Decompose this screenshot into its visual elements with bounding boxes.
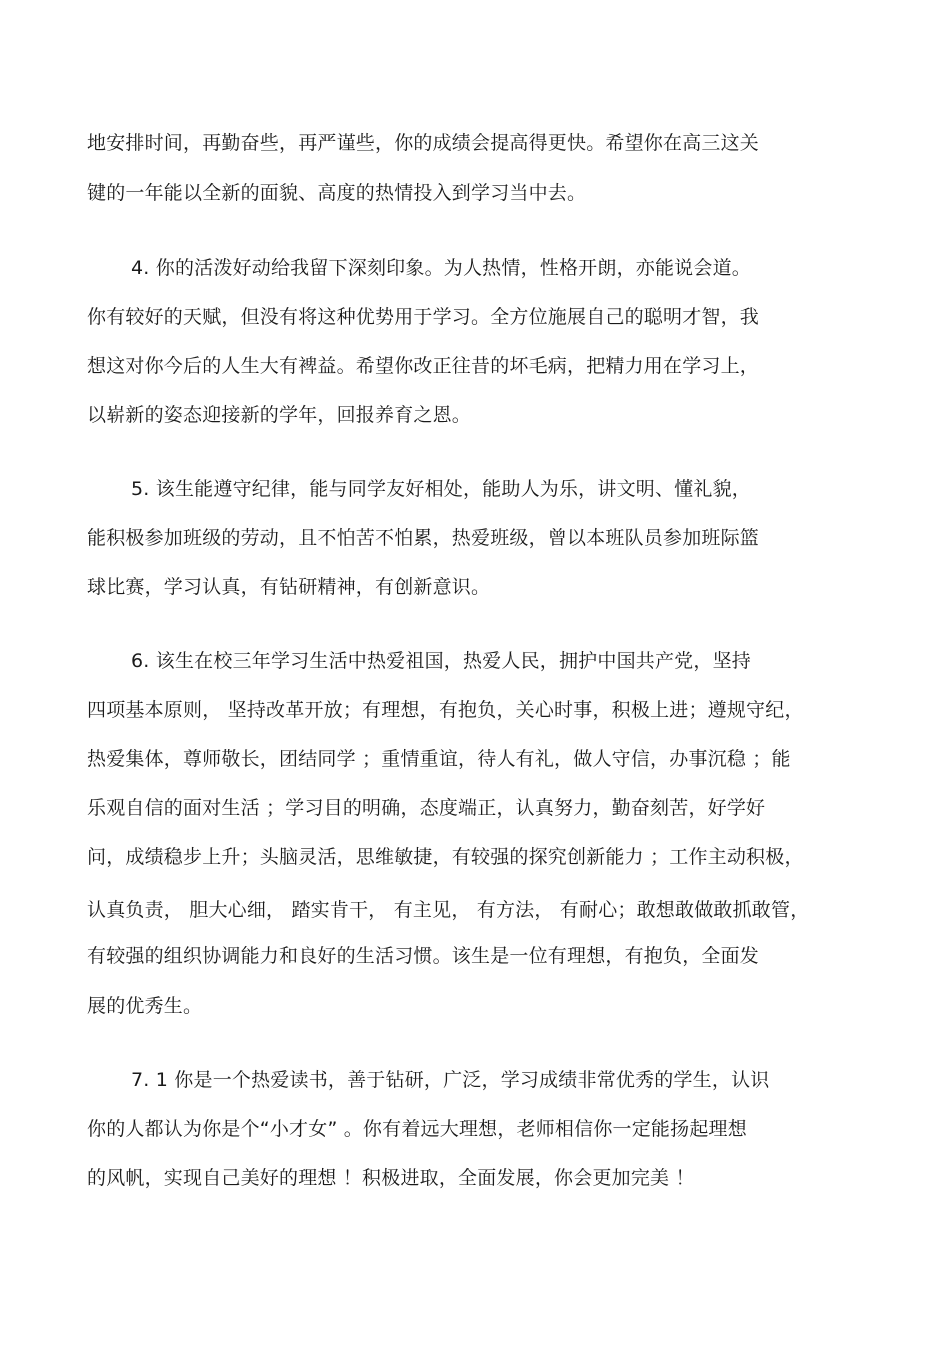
paragraph-4-line-4: 以崭新的姿态迎接新的学年，回报养育之恩。	[87, 404, 472, 426]
paragraph-6-line-1: 6. 该生在校三年学习生活中热爱祖国，热爱人民，拥护中国共产党，坚持	[131, 650, 751, 672]
paragraph-5-line-1: 5. 该生能遵守纪律，能与同学友好相处，能助人为乐，讲文明、懂礼貌，	[131, 478, 751, 500]
paragraph-6-line-8: 展的优秀生。	[87, 995, 203, 1017]
paragraph-6-line-3: 热爱集体，尊师敬长，团结同学 ；重情重谊，待人有礼，做人守信，办事沉稳 ；能	[87, 748, 791, 770]
paragraph-7-line-3: 的风帆，实现自己美好的理想 ！积极进取，全面发展，你会更加完美 ！	[87, 1167, 695, 1189]
paragraph-4-line-3: 想这对你今后的人生大有裨益。希望你改正往昔的坏毛病，把精力用在学习上，	[87, 355, 760, 377]
paragraph-6-line-6: 认真负责， 胆大心细， 踏实肯干， 有主见， 有方法， 有耐心；敢想敢做敢抓敢管，	[87, 899, 810, 921]
paragraph-5-line-2: 能积极参加班级的劳动，且不怕苦不怕累，热爱班级，曾以本班队员参加班际篮	[87, 527, 760, 549]
paragraph-4-line-1: 4. 你的活泼好动给我留下深刻印象。为人热情，性格开朗，亦能说会道。	[131, 257, 751, 279]
paragraph-6-line-5: 问，成绩稳步上升；头脑灵活，思维敏捷，有较强的探究创新能力 ；工作主动积极，	[87, 846, 804, 868]
paragraph-3-line-2: 键的一年能以全新的面貌、高度的热情投入到学习当中去。	[87, 182, 587, 204]
paragraph-7-line-1: 7. 1 你是一个热爱读书，善于钻研，广泛，学习成绩非常优秀的学生，认识	[131, 1069, 770, 1091]
paragraph-5-line-3: 球比赛，学习认真，有钻研精神，有创新意识。	[87, 576, 491, 598]
paragraph-6-line-7: 有较强的组织协调能力和良好的生活习惯。该生是一位有理想，有抱负，全面发	[87, 945, 760, 967]
paragraph-6-line-2: 四项基本原则， 坚持改革开放；有理想，有抱负，关心时事，积极上进；遵规守纪，	[87, 699, 804, 721]
paragraph-7-line-2: 你的人都认为你是个“小才女” 。你有着远大理想，老师相信你一定能扬起理想	[87, 1118, 747, 1140]
paragraph-3-line-1: 地安排时间，再勤奋些，再严谨些，你的成绩会提高得更快。希望你在高三这关	[87, 132, 760, 154]
paragraph-6-line-4: 乐观自信的面对生活 ；学习目的明确，态度端正，认真努力，勤奋刻苦，好学好	[87, 797, 766, 819]
paragraph-4-line-2: 你有较好的天赋，但没有将这种优势用于学习。全方位施展自己的聪明才智，我	[87, 306, 760, 328]
